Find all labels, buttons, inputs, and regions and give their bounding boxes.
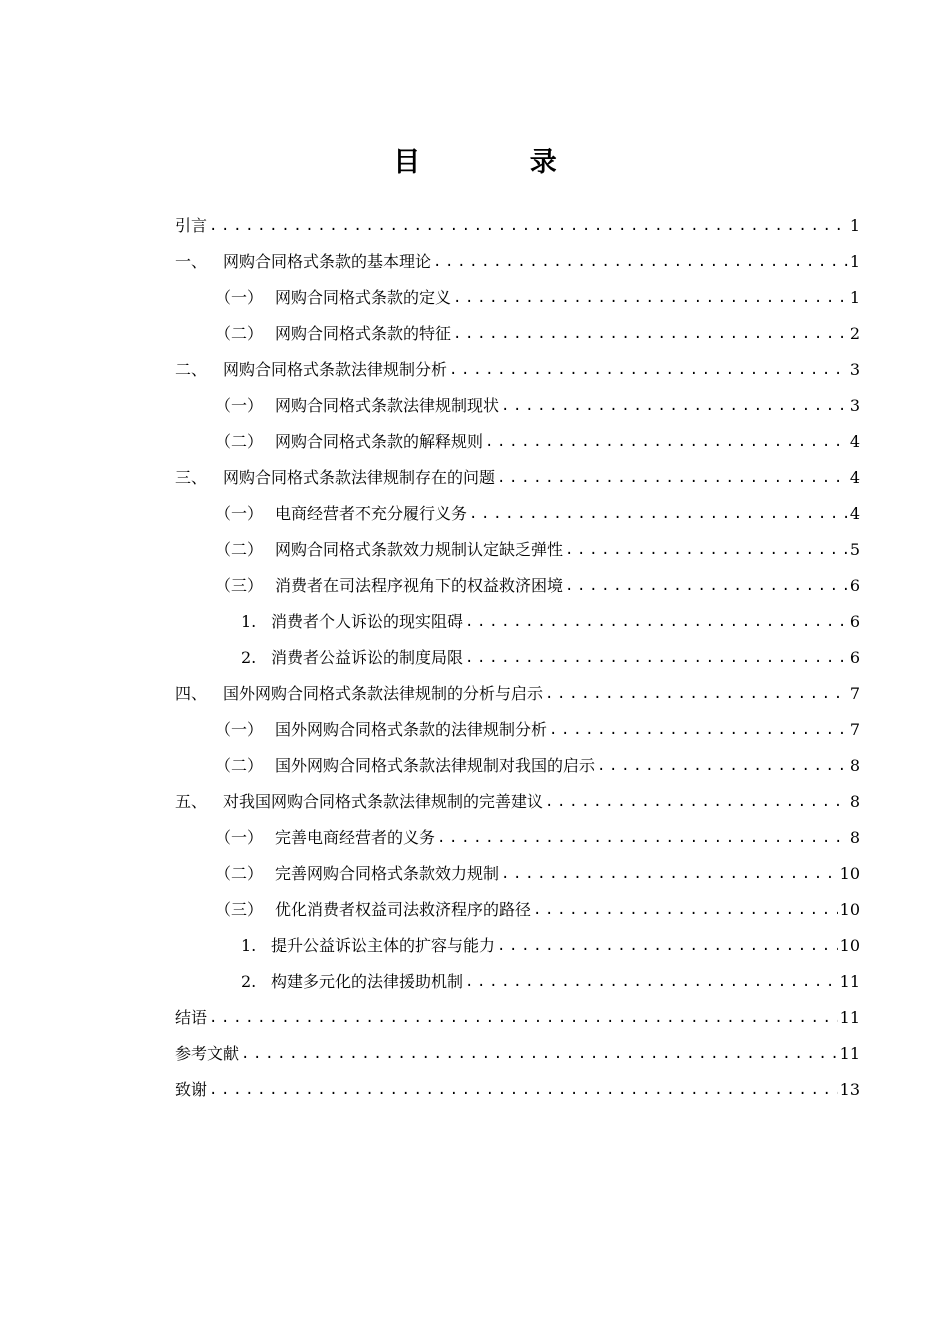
toc-dot-leader: [485, 432, 848, 452]
toc-entry[interactable]: [175, 1064, 860, 1100]
toc-entry-page: 4: [849, 468, 860, 487]
toc-entry-page: 8: [849, 828, 860, 847]
toc-dot-leader: [465, 648, 848, 668]
toc-entry-number: 三、: [175, 468, 208, 487]
toc-entry-number: 二、: [175, 360, 208, 379]
toc-dot-leader: [433, 252, 848, 272]
toc-entry-number: 1.: [241, 612, 257, 631]
toc-entry-number: （一）: [215, 828, 264, 847]
toc-entry[interactable]: [175, 992, 860, 1028]
toc-entry-page: 10: [839, 900, 860, 919]
toc-dot-leader: [209, 216, 848, 236]
toc-entry-page: 8: [849, 792, 860, 811]
toc-dot-leader: [497, 936, 838, 956]
toc-entry-label: 完善网购合同格式条款效力规制: [275, 864, 500, 883]
toc-entry-page: 3: [849, 396, 860, 415]
toc-dot-leader: [449, 360, 848, 380]
toc-entry[interactable]: [175, 776, 860, 812]
toc-dot-leader: [565, 576, 848, 596]
toc-dot-leader: [501, 864, 838, 884]
toc-entry-page: 1: [849, 216, 860, 235]
toc-entry-number: （二）: [215, 324, 264, 343]
toc-entry[interactable]: [175, 560, 860, 596]
toc-entry-page: 1: [849, 252, 860, 271]
toc-entry-number: （一）: [215, 396, 264, 415]
toc-dot-leader: [545, 684, 848, 704]
toc-entry-page: 3: [849, 360, 860, 379]
toc-dot-leader: [453, 324, 848, 344]
toc-entry-page: 10: [839, 936, 860, 955]
toc-entry-page: 11: [839, 972, 860, 991]
toc-dot-leader: [597, 756, 848, 776]
toc-entry-page: 8: [849, 756, 860, 775]
toc-entry-label: 致谢: [175, 1080, 208, 1099]
toc-dot-leader: [549, 720, 848, 740]
toc-entry-number: 2.: [241, 648, 257, 667]
toc-entry-label: 完善电商经营者的义务: [275, 828, 436, 847]
toc-entry[interactable]: [175, 632, 860, 668]
toc-entry-number: 四、: [175, 684, 208, 703]
toc-entry[interactable]: [175, 740, 860, 776]
toc-entry-label: 国外网购合同格式条款法律规制的分析与启示: [223, 684, 544, 703]
toc-entry[interactable]: [175, 848, 860, 884]
toc-entry-label: 国外网购合同格式条款法律规制对我国的启示: [275, 756, 596, 775]
toc-entry-number: （一）: [215, 288, 264, 307]
toc-entry-number: （二）: [215, 432, 264, 451]
toc-entry-label: 消费者个人诉讼的现实阻碍: [271, 612, 464, 631]
toc-entry-page: 1: [849, 288, 860, 307]
toc-dot-leader: [437, 828, 848, 848]
toc-entry-label: 网购合同格式条款的基本理论: [223, 252, 432, 271]
table-of-contents: [175, 200, 860, 1100]
toc-entry[interactable]: [175, 380, 860, 416]
toc-dot-leader: [465, 612, 848, 632]
toc-entry-label: 电商经营者不充分履行义务: [275, 504, 468, 523]
toc-entry[interactable]: [175, 452, 860, 488]
toc-dot-leader: [565, 540, 848, 560]
toc-dot-leader: [453, 288, 848, 308]
toc-entry-page: 7: [849, 720, 860, 739]
toc-entry-page: 4: [849, 432, 860, 451]
toc-entry-number: （一）: [215, 720, 264, 739]
toc-entry-label: 参考文献: [175, 1044, 240, 1063]
toc-entry-label: 构建多元化的法律援助机制: [271, 972, 464, 991]
toc-entry-page: 4: [849, 504, 860, 523]
toc-entry-label: 网购合同格式条款的解释规则: [275, 432, 484, 451]
toc-entry-page: 2: [849, 324, 860, 343]
toc-entry[interactable]: [175, 524, 860, 560]
toc-entry-label: 网购合同格式条款的定义: [275, 288, 452, 307]
toc-entry-label: 网购合同格式条款效力规制认定缺乏弹性: [275, 540, 564, 559]
toc-entry[interactable]: [175, 668, 860, 704]
toc-entry[interactable]: [175, 812, 860, 848]
toc-entry[interactable]: [175, 416, 860, 452]
toc-entry-page: 6: [849, 612, 860, 631]
toc-entry-page: 11: [839, 1008, 860, 1027]
toc-entry-page: 7: [849, 684, 860, 703]
toc-entry-page: 10: [839, 864, 860, 883]
toc-entry-page: 5: [849, 540, 860, 559]
toc-entry-number: 2.: [241, 972, 257, 991]
toc-entry-label: 对我国网购合同格式条款法律规制的完善建议: [223, 792, 544, 811]
toc-entry-label: 优化消费者权益司法救济程序的路径: [275, 900, 532, 919]
toc-entry-number: （三）: [215, 900, 264, 919]
toc-entry-number: （二）: [215, 756, 264, 775]
toc-entry-label: 结语: [175, 1008, 208, 1027]
toc-entry[interactable]: [175, 884, 860, 920]
toc-dot-leader: [533, 900, 838, 920]
toc-entry-number: （二）: [215, 540, 264, 559]
toc-entry-number: （二）: [215, 864, 264, 883]
toc-dot-leader: [209, 1080, 838, 1100]
toc-dot-leader: [465, 972, 838, 992]
toc-entry-label: 消费者公益诉讼的制度局限: [271, 648, 464, 667]
toc-dot-leader: [469, 504, 848, 524]
toc-entry[interactable]: [175, 488, 860, 524]
toc-entry[interactable]: [175, 956, 860, 992]
toc-entry[interactable]: [175, 704, 860, 740]
toc-entry-label: 国外网购合同格式条款的法律规制分析: [275, 720, 548, 739]
toc-entry-label: 网购合同格式条款法律规制分析: [223, 360, 448, 379]
toc-entry[interactable]: [175, 920, 860, 956]
toc-entry-number: 一、: [175, 252, 208, 271]
toc-entry-number: 1.: [241, 936, 257, 955]
toc-entry[interactable]: [175, 596, 860, 632]
toc-entry-number: （一）: [215, 504, 264, 523]
toc-entry[interactable]: [175, 1028, 860, 1064]
toc-entry-page: 13: [839, 1080, 860, 1099]
toc-entry-page: 6: [849, 648, 860, 667]
toc-dot-leader: [545, 792, 848, 812]
toc-entry-label: 提升公益诉讼主体的扩容与能力: [271, 936, 496, 955]
toc-entry-label: 消费者在司法程序视角下的权益救济困境: [275, 576, 564, 595]
toc-dot-leader: [501, 396, 848, 416]
toc-entry-number: 五、: [175, 792, 208, 811]
toc-entry-label: 网购合同格式条款法律规制现状: [275, 396, 500, 415]
toc-entry-page: 11: [839, 1044, 860, 1063]
toc-entry[interactable]: [175, 308, 860, 344]
toc-entry[interactable]: [175, 200, 860, 236]
toc-entry[interactable]: [175, 272, 860, 308]
toc-entry-label: 网购合同格式条款的特征: [275, 324, 452, 343]
toc-dot-leader: [241, 1044, 838, 1064]
toc-entry-label: 网购合同格式条款法律规制存在的问题: [223, 468, 496, 487]
toc-dot-leader: [209, 1008, 838, 1028]
toc-entry-label: 引言: [175, 216, 208, 235]
toc-entry[interactable]: [175, 344, 860, 380]
toc-dot-leader: [497, 468, 848, 488]
page-title: 目 录: [393, 147, 607, 178]
toc-entry[interactable]: [175, 236, 860, 272]
toc-entry-number: （三）: [215, 576, 264, 595]
toc-entry-page: 6: [849, 576, 860, 595]
